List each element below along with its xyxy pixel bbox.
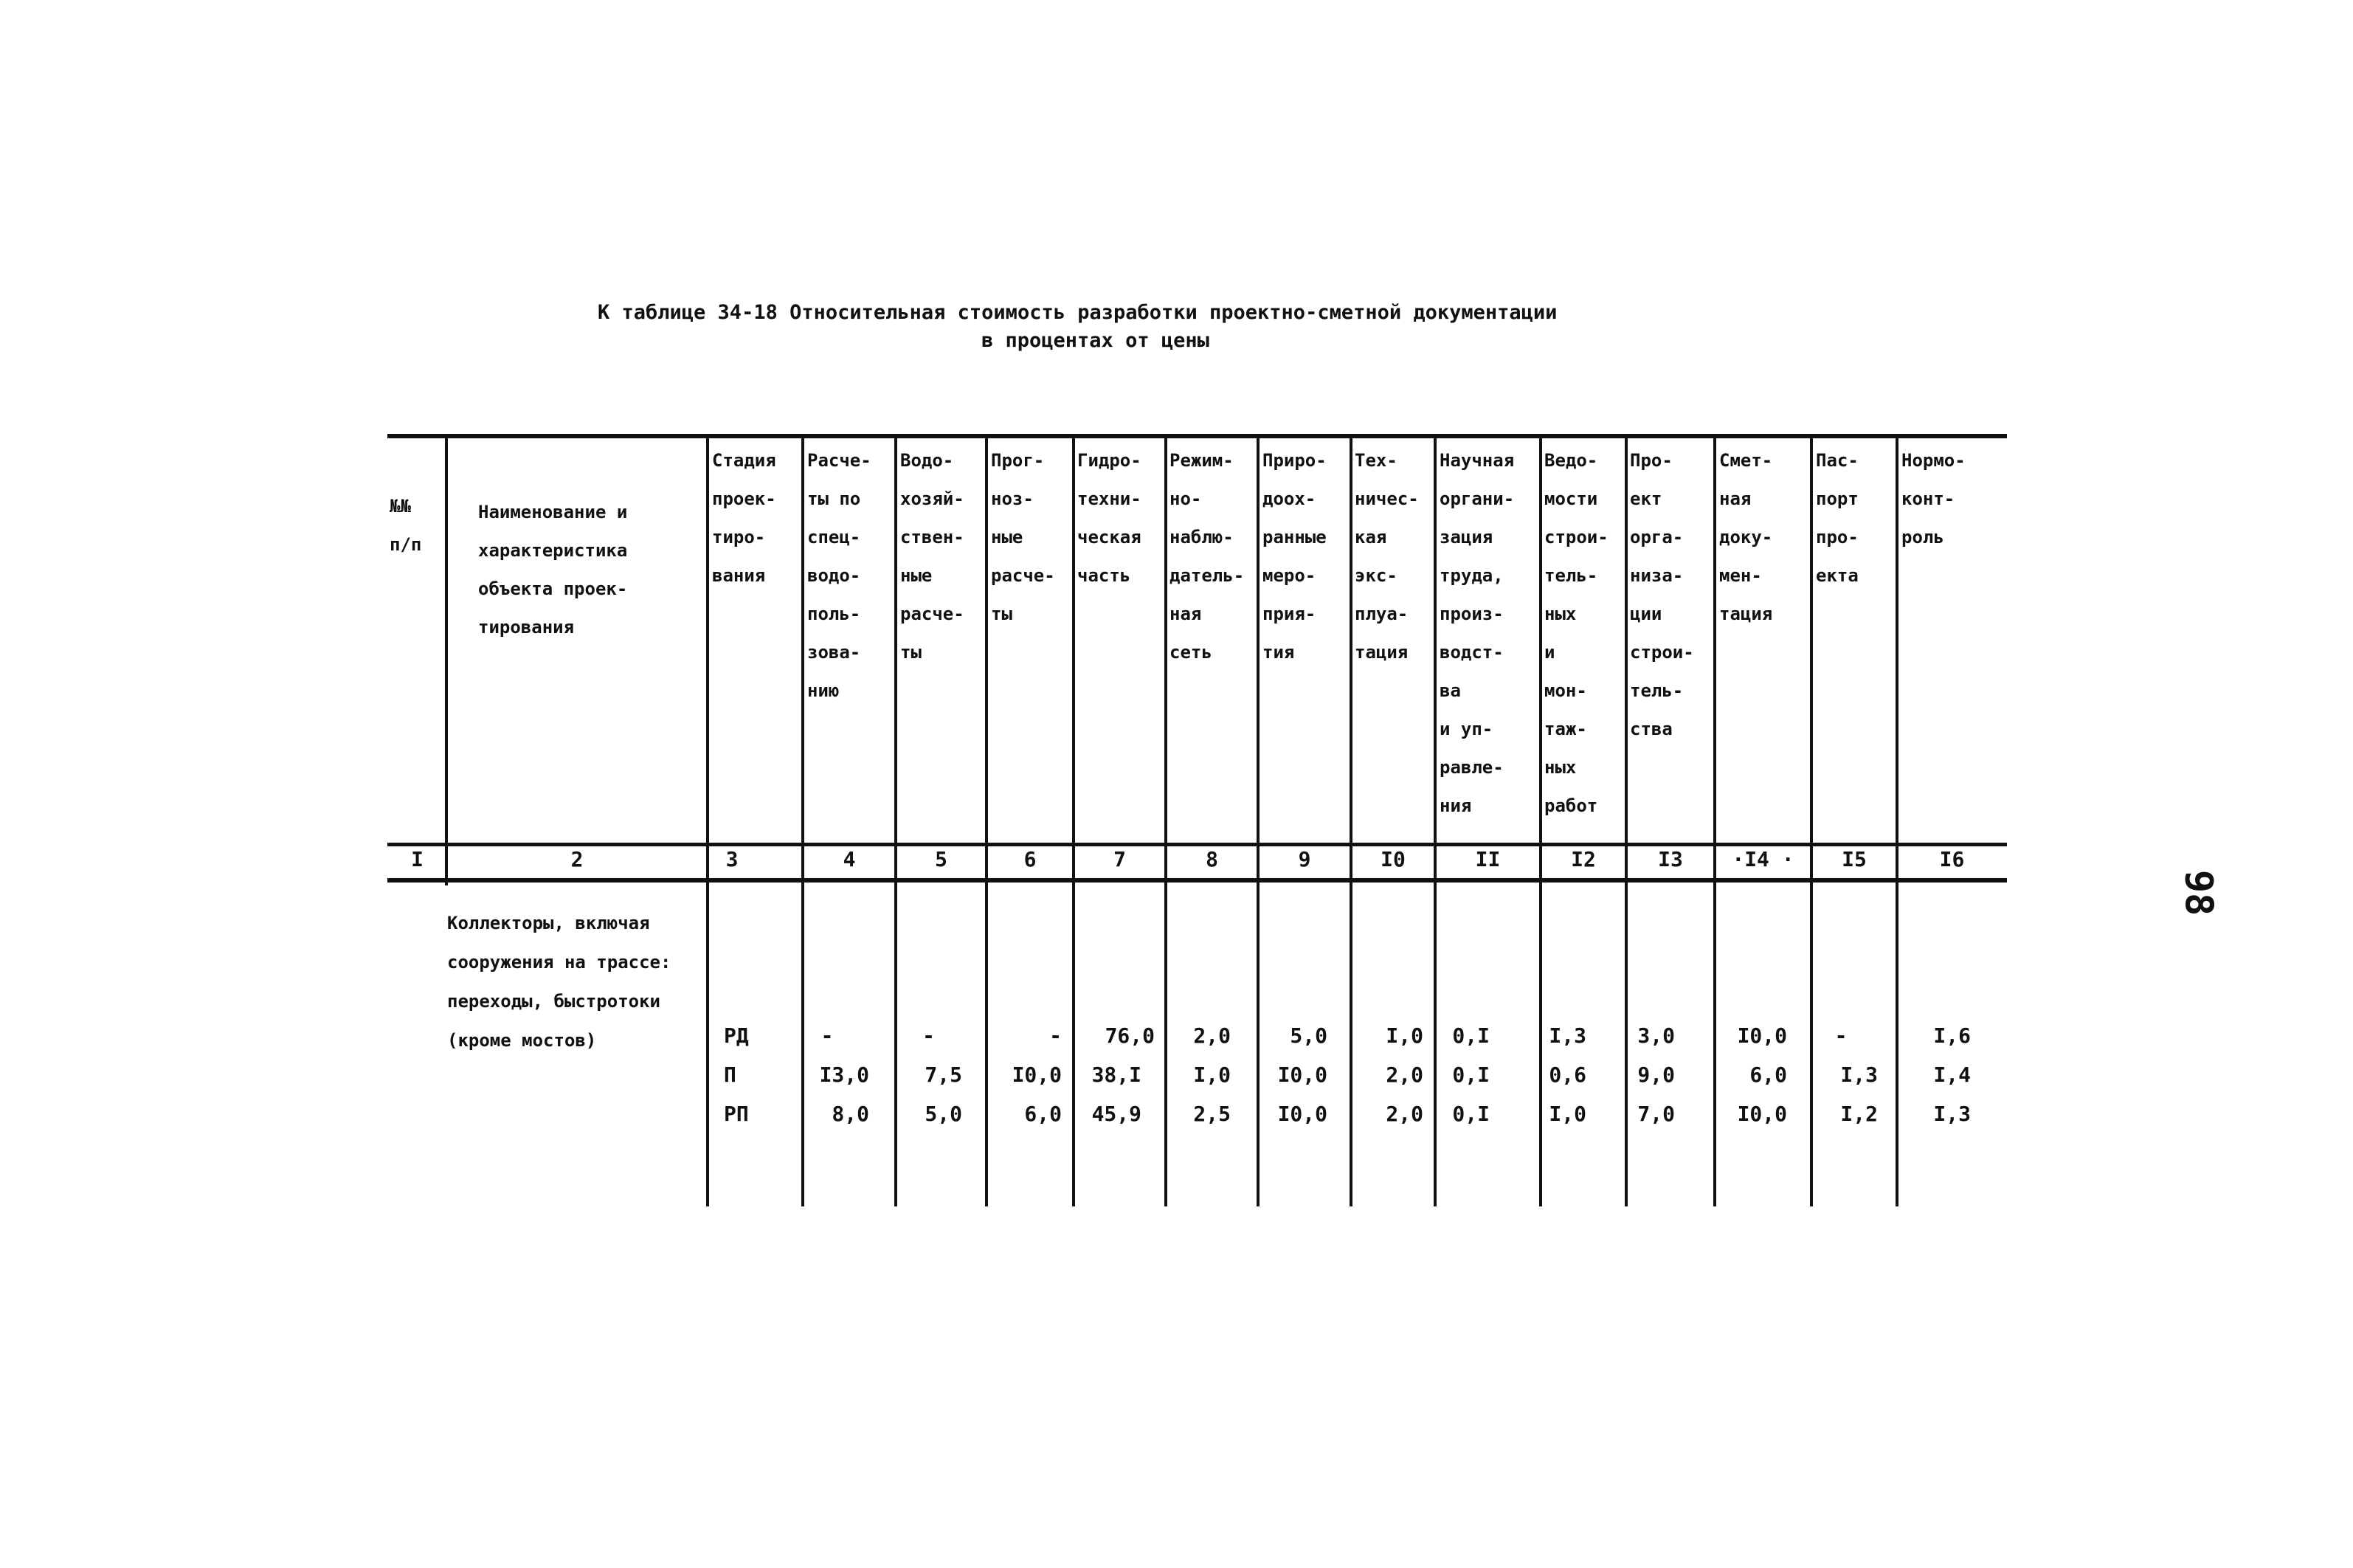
header-row-number: №№ п/п bbox=[390, 496, 422, 555]
row-value: 0,6 bbox=[1549, 1063, 1586, 1087]
row-value: I0,0 bbox=[1277, 1102, 1327, 1126]
row-value: I3,0 bbox=[819, 1063, 869, 1087]
header-project-passport: Пас- порт про- екта bbox=[1816, 450, 1859, 586]
row-value: 0,I bbox=[1452, 1063, 1490, 1087]
row-value: I,3 bbox=[1840, 1063, 1878, 1087]
column-number-13: I3 bbox=[1658, 847, 1683, 871]
row-value: - bbox=[922, 1023, 935, 1048]
row-value: 2,0 bbox=[1193, 1023, 1231, 1048]
column-number-1: I bbox=[411, 847, 424, 871]
row-stage: РП bbox=[724, 1102, 749, 1126]
column-number-4: 4 bbox=[843, 847, 856, 871]
header-environmental: Приро- доох- ранные меро- прия- тия bbox=[1262, 450, 1327, 663]
header-technical-operation: Тех- ничес- кая экс- плуа- тация bbox=[1355, 450, 1419, 663]
row-value: 2,5 bbox=[1193, 1102, 1231, 1126]
header-water-management: Водо- хозяй- ствен- ные расче- ты bbox=[900, 450, 964, 663]
row-value: I,0 bbox=[1193, 1063, 1231, 1087]
column-number-8: 8 bbox=[1206, 847, 1218, 871]
header-estimate-documentation: Смет- ная доку- мен- тация bbox=[1719, 450, 1773, 624]
row-value: 2,0 bbox=[1386, 1102, 1423, 1126]
header-special-water-use: Расче- ты по спец- водо- поль- зова- нию bbox=[807, 450, 871, 701]
row-value: I,0 bbox=[1386, 1023, 1423, 1048]
row-value: I,3 bbox=[1933, 1102, 1971, 1126]
header-bottom-rule bbox=[387, 843, 2007, 846]
col-divider-5 bbox=[985, 435, 988, 1206]
row-value: I,4 bbox=[1933, 1063, 1971, 1087]
column-number-12: I2 bbox=[1571, 847, 1596, 871]
column-number-10: I0 bbox=[1381, 847, 1406, 871]
row-value: 5,0 bbox=[1290, 1023, 1327, 1048]
col-divider-14 bbox=[1810, 435, 1813, 1206]
column-number-2: 2 bbox=[570, 847, 584, 871]
row-value: 6,0 bbox=[1024, 1102, 1062, 1126]
row-value: 2,0 bbox=[1386, 1063, 1423, 1087]
row-value: I,0 bbox=[1549, 1102, 1586, 1126]
col-divider-4 bbox=[894, 435, 897, 1206]
col-divider-1 bbox=[445, 435, 448, 885]
row-value: 7,5 bbox=[925, 1063, 962, 1087]
col-divider-12 bbox=[1625, 435, 1628, 1206]
col-divider-6 bbox=[1072, 435, 1075, 1206]
row-value: I0,0 bbox=[1737, 1023, 1787, 1048]
row-value: I,3 bbox=[1549, 1023, 1586, 1048]
page-number: 98 bbox=[2176, 869, 2221, 916]
column-number-14: ·I4 · bbox=[1732, 847, 1794, 871]
header-labour-organization: Научная органи- зация труда, произ- водст- ва и уп- равле- ния bbox=[1440, 450, 1515, 816]
column-number-11: II bbox=[1475, 847, 1501, 871]
col-divider-15 bbox=[1896, 435, 1898, 1206]
title-line-2: в процентах от цены bbox=[981, 329, 1209, 352]
header-hydrotechnical: Гидро- техни- ческая часть bbox=[1077, 450, 1141, 586]
col-divider-10 bbox=[1434, 435, 1437, 1206]
column-number-16: I6 bbox=[1939, 847, 1965, 871]
column-number-15: I5 bbox=[1842, 847, 1867, 871]
row-stage: П bbox=[724, 1063, 736, 1087]
header-design-stage: Стадия проек- тиро- вания bbox=[712, 450, 776, 586]
row-stage: РД bbox=[724, 1023, 749, 1048]
row-value: 7,0 bbox=[1637, 1102, 1675, 1126]
row-value: I0,0 bbox=[1277, 1063, 1327, 1087]
column-number-5: 5 bbox=[935, 847, 947, 871]
column-number-3: 3 bbox=[725, 847, 739, 871]
row-value: I0,0 bbox=[1012, 1063, 1062, 1087]
row-value: - bbox=[1834, 1023, 1848, 1048]
header-object-name: Наименование и характеристика объекта проек- тирования bbox=[478, 502, 628, 638]
column-number-9: 9 bbox=[1298, 847, 1311, 871]
row-value: 38,I bbox=[1091, 1063, 1141, 1087]
header-monitoring-network: Режим- но- наблю- датель- ная сеть bbox=[1169, 450, 1245, 663]
col-divider-3 bbox=[801, 435, 804, 1206]
row-value: - bbox=[1049, 1023, 1062, 1048]
row-value: 76,0 bbox=[1105, 1023, 1155, 1048]
column-number-7: 7 bbox=[1113, 847, 1126, 871]
row-value: I0,0 bbox=[1737, 1102, 1787, 1126]
row-value: 5,0 bbox=[925, 1102, 962, 1126]
row-value: - bbox=[820, 1023, 834, 1048]
row-value: 8,0 bbox=[832, 1102, 869, 1126]
row-value: 0,I bbox=[1452, 1023, 1490, 1048]
table-top-rule bbox=[387, 434, 2007, 438]
row-value: I,6 bbox=[1933, 1023, 1971, 1048]
col-divider-9 bbox=[1350, 435, 1352, 1206]
column-number-6: 6 bbox=[1023, 847, 1037, 871]
row-value: 3,0 bbox=[1637, 1023, 1675, 1048]
title-line-1: К таблице 34-18 Относительная стоимость разработки проектно-сметной документации bbox=[598, 301, 1558, 324]
row-value: 45,9 bbox=[1091, 1102, 1141, 1126]
col-divider-2 bbox=[706, 435, 709, 1206]
col-divider-13 bbox=[1713, 435, 1716, 1206]
col-divider-7 bbox=[1164, 435, 1167, 1206]
header-construction-organization: Про- ект орга- низа- ции строи- тель- ства bbox=[1630, 450, 1694, 739]
row-value: 9,0 bbox=[1637, 1063, 1675, 1087]
col-divider-8 bbox=[1257, 435, 1260, 1206]
header-forecast: Прог- ноз- ные расче- ты bbox=[991, 450, 1055, 624]
row-value: 0,I bbox=[1452, 1102, 1490, 1126]
row-value: I,2 bbox=[1840, 1102, 1878, 1126]
number-row-bottom-rule bbox=[387, 878, 2007, 883]
row-value: 6,0 bbox=[1749, 1063, 1787, 1087]
object-name: Коллекторы, включая сооружения на трассе: переходы, быстротоки (кроме мостов) bbox=[447, 913, 671, 1051]
header-norm-control: Нормо- конт- роль bbox=[1901, 450, 1966, 548]
header-construction-statements: Ведо- мости строи- тель- ных и мон- таж- ных работ bbox=[1544, 450, 1609, 816]
col-divider-11 bbox=[1539, 435, 1542, 1206]
